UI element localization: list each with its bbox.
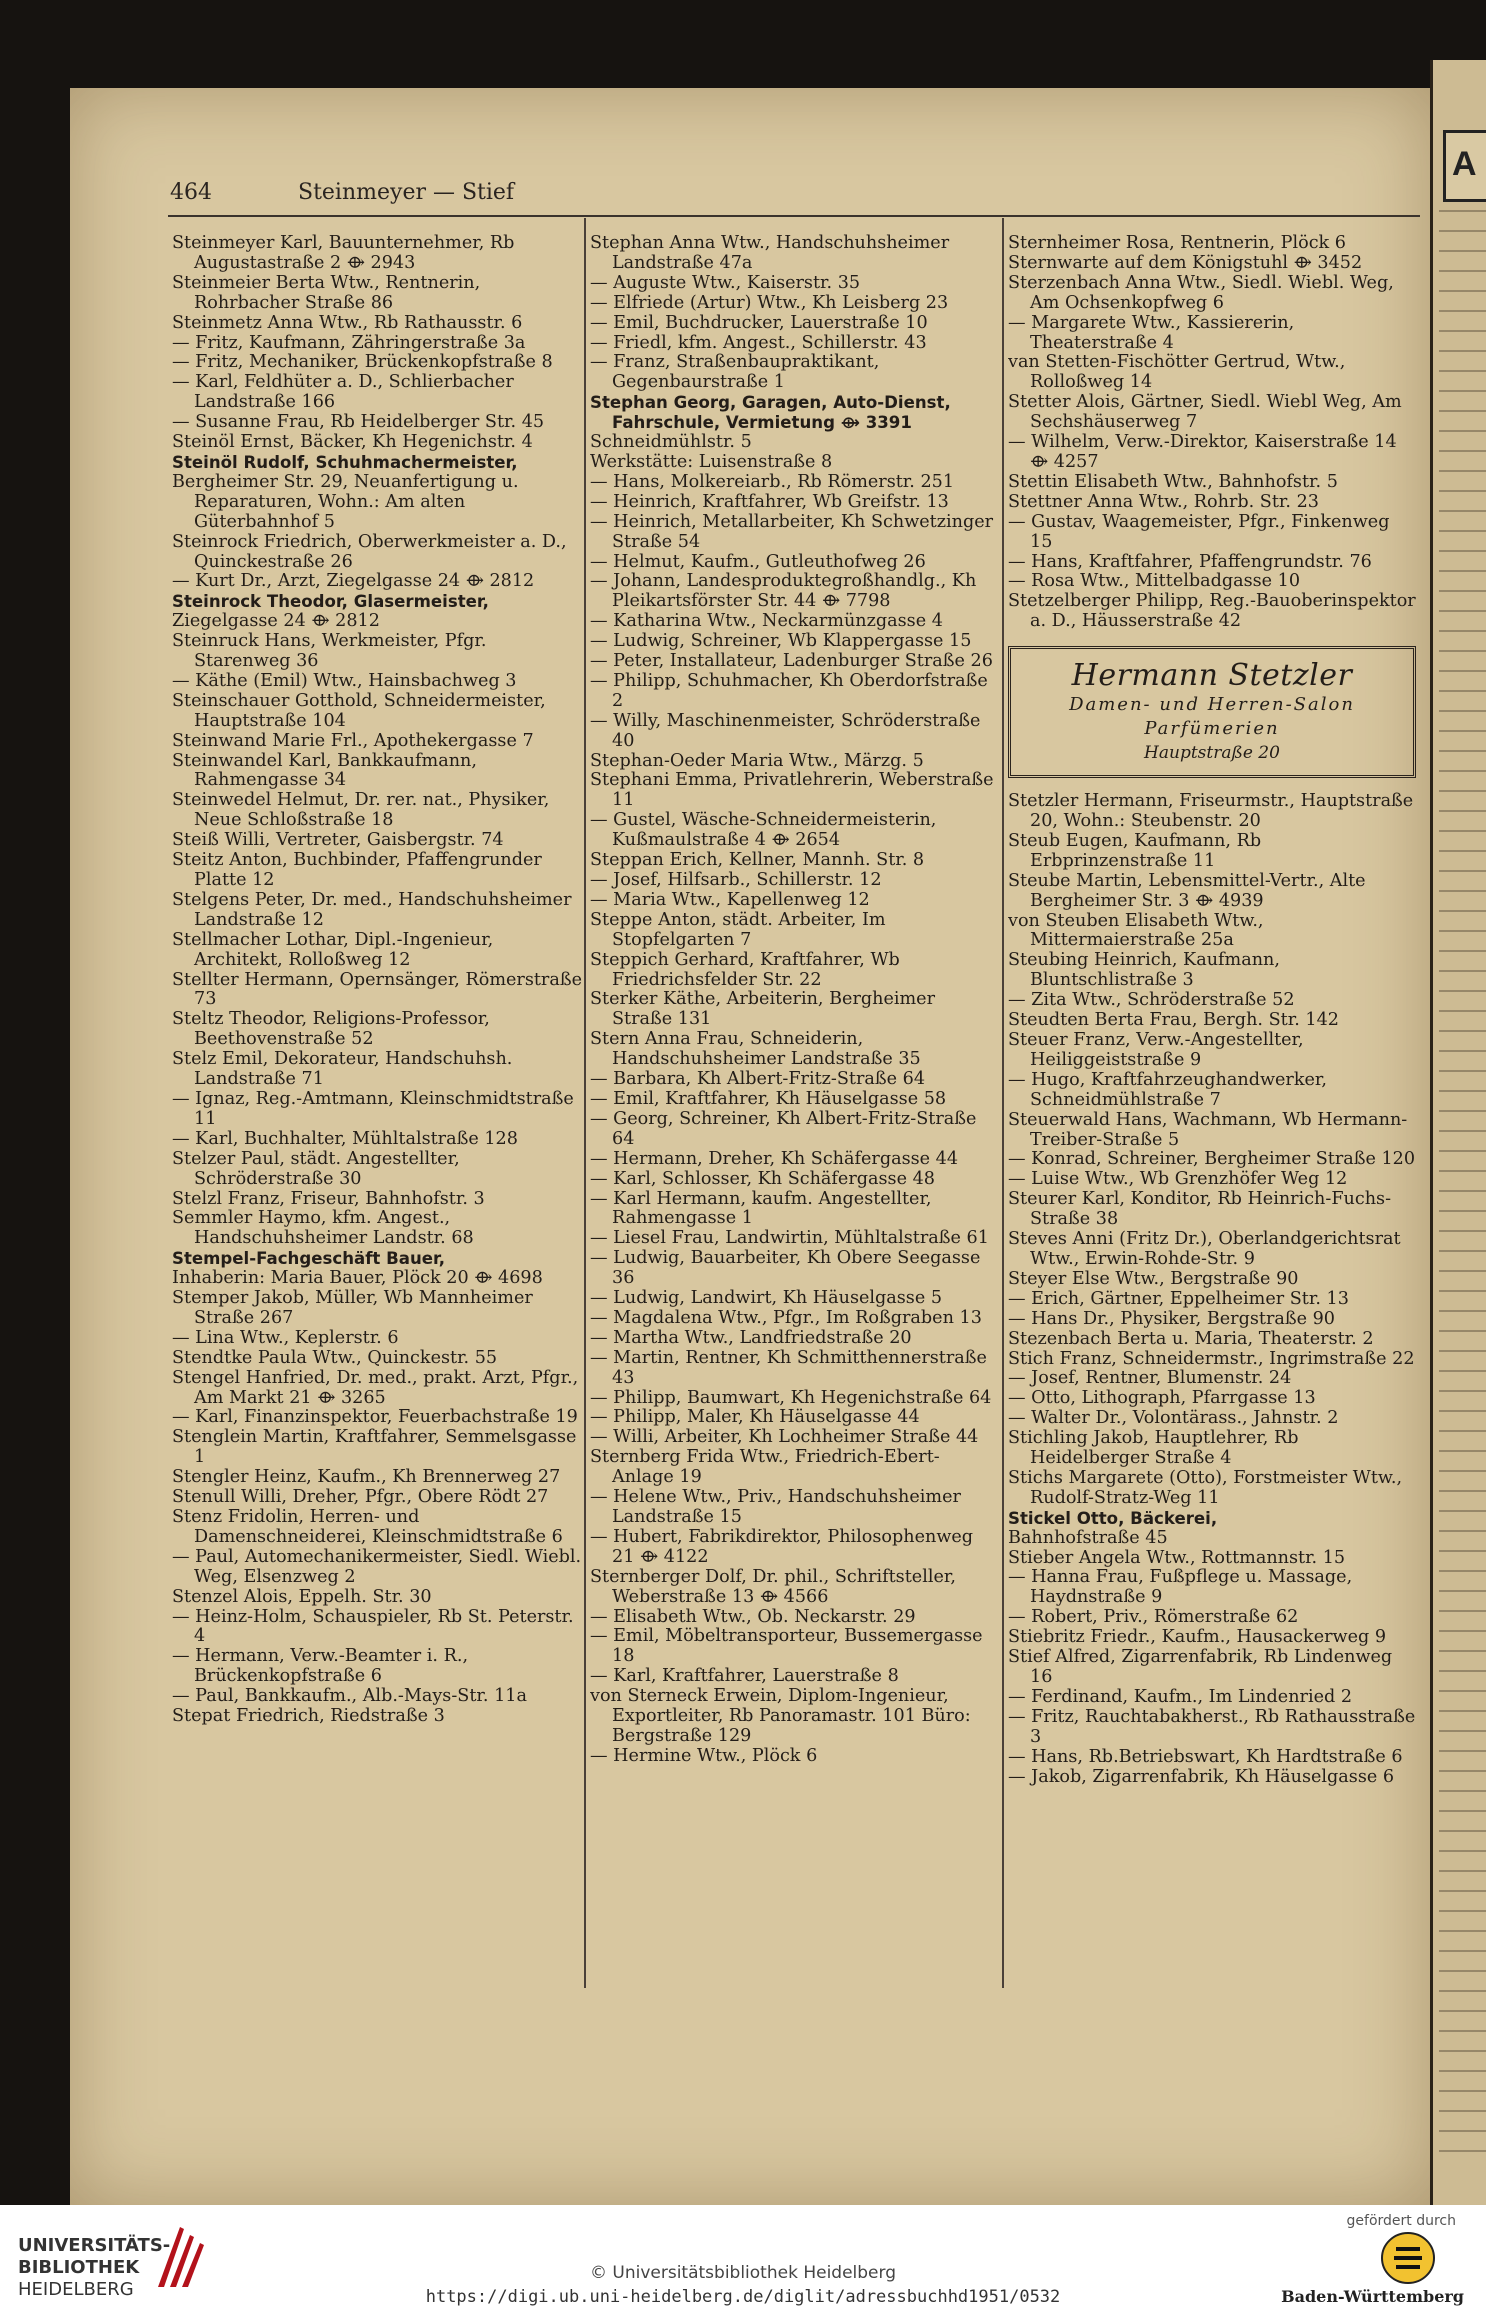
- directory-entry: Sternberg Frida Wtw., Friedrich-Ebert-Anlage 19: [590, 1447, 940, 1488]
- directory-entry: — Susanne Frau, Rb Heidelberger Str. 45: [172, 412, 545, 433]
- directory-entry: Stief Alfred, Zigarrenfabrik, Rb Lindenweg 16: [1008, 1647, 1393, 1687]
- directory-entry: — Philipp, Baumwart, Kh Hegenichstraße 64: [590, 1387, 992, 1408]
- directory-entry: Stickel Otto, Bäckerei,: [1008, 1508, 1218, 1528]
- directory-entry: Sternwarte auf dem Königstuhl ⟴ 3452: [1008, 252, 1363, 273]
- directory-entry: — Robert, Priv., Römerstraße 62: [1008, 1607, 1299, 1628]
- directory-entry: Steinmetz Anna Wtw., Rb Rathausstr. 6: [172, 312, 523, 333]
- directory-entry: Stephan Anna Wtw., Handschuhsheimer Landstraße 47a: [590, 234, 950, 273]
- directory-entry: Stephani Emma, Privatlehrerin, Weberstraße 11: [590, 770, 994, 811]
- directory-entry: Steyer Else Wtw., Bergstraße 90: [1008, 1268, 1299, 1289]
- directory-entry: von Sterneck Erwein, Diplom-Ingenieur, Exportleiter, Rb Panoramastr. 101 Büro: Bergstraße 129: [590, 1686, 971, 1746]
- directory-entry: — Josef, Hilfsarb., Schillerstr. 12: [590, 870, 882, 890]
- directory-entry: — Hermann, Dreher, Kh Schäfergasse 44: [590, 1148, 959, 1169]
- directory-entry: — Emil, Buchdrucker, Lauerstraße 10: [590, 312, 928, 333]
- directory-entry: — Karl, Kraftfahrer, Lauerstraße 8: [590, 1666, 899, 1687]
- directory-entry: — Zita Wtw., Schröderstraße 52: [1008, 990, 1295, 1011]
- directory-entry: — Liesel Frau, Landwirtin, Mühltalstraße 61: [590, 1228, 989, 1249]
- directory-entry: van Stetten-Fischötter Gertrud, Wtw., Rolloßweg 14: [1008, 352, 1346, 393]
- directory-entry: — Karl Hermann, kaufm. Angestellter, Rahmengasse 1: [590, 1188, 932, 1229]
- directory-entry: Steinrock Friedrich, Oberwerkmeister a. D., Quinckestraße 26: [172, 531, 567, 572]
- directory-entry: — Fritz, Rauchtabakherst., Rb Rathausstraße 3: [1008, 1706, 1416, 1747]
- library-name-2: BIBLIOTHEK: [18, 2257, 140, 2278]
- directory-entry: Stettner Anna Wtw., Rohrb. Str. 23: [1008, 491, 1319, 512]
- directory-entry: Stengler Heinz, Kaufm., Kh Brennerweg 27: [172, 1467, 561, 1488]
- page-header: [170, 180, 1410, 214]
- directory-entry: Stepat Friedrich, Riedstraße 3: [172, 1706, 445, 1727]
- directory-entry: Stenull Willi, Dreher, Pfgr., Obere Rödt 27: [172, 1487, 549, 1508]
- directory-entry: — Erich, Gärtner, Eppelheimer Str. 13: [1008, 1288, 1349, 1309]
- directory-entry: Steltz Theodor, Religions-Professor, Beethovenstraße 52: [172, 1009, 490, 1050]
- directory-entry: Werkstätte: Luisenstraße 8: [590, 451, 833, 472]
- directory-column-1: [172, 234, 582, 1994]
- page-number: 464: [170, 180, 212, 205]
- coat-of-arms-icon: [1380, 2231, 1436, 2285]
- directory-entry: Steiß Willi, Vertreter, Gaisbergstr. 74: [172, 830, 504, 851]
- ad-tagline-2: Parfümerien: [1144, 718, 1280, 740]
- directory-entry: — Willy, Maschinenmeister, Schröderstraße 40: [590, 710, 981, 751]
- directory-entry: — Fritz, Mechaniker, Brückenkopfstraße 8: [172, 352, 553, 373]
- directory-entry: — Wilhelm, Verw.-Direktor, Kaiserstraße 14 ⟴ 4257: [1008, 432, 1397, 472]
- directory-entry: — Ludwig, Schreiner, Wb Klappergasse 15: [590, 631, 972, 652]
- directory-entry: Stempel-Fachgeschäft Bauer,: [172, 1249, 446, 1269]
- directory-entry: — Karl, Buchhalter, Mühltalstraße 128: [172, 1128, 518, 1149]
- column-rule: [1002, 218, 1004, 1988]
- directory-entry: — Hermine Wtw., Plöck 6: [590, 1745, 818, 1766]
- copyright-notice: © Universitätsbibliothek Heidelberg: [589, 2263, 896, 2283]
- directory-entry: Stern Anna Frau, Schneiderin, Handschuhsheimer Landstraße 35: [590, 1029, 921, 1070]
- directory-entry: — Gustel, Wäsche-Schneidermeisterin, Kußmaulstraße 4 ⟴ 2654: [590, 810, 937, 851]
- directory-entry: Steurer Karl, Konditor, Rb Heinrich-Fuchs-Straße 38: [1008, 1189, 1392, 1230]
- directory-entry: Steinmeyer Karl, Bauunternehmer, Rb Augustastraße 2 ⟴ 2943: [172, 234, 515, 273]
- directory-entry: Stettin Elisabeth Wtw., Bahnhofstr. 5: [1008, 471, 1338, 492]
- directory-entry: — Katharina Wtw., Neckarmünzgasse 4: [590, 611, 943, 632]
- directory-entry: — Willi, Arbeiter, Kh Lochheimer Straße 44: [590, 1427, 979, 1448]
- directory-entry: Steinöl Ernst, Bäcker, Kh Hegenichstr. 4: [172, 432, 533, 453]
- directory-entry: — Ludwig, Bauarbeiter, Kh Obere Seegasse 36: [590, 1248, 981, 1289]
- directory-entry: Stetzler Hermann, Friseurmstr., Hauptstraße 20, Wohn.: Steubenstr. 20: [1008, 791, 1414, 832]
- directory-entry: — Barbara, Kh Albert-Fritz-Straße 64: [590, 1069, 926, 1090]
- directory-entry: Stelzer Paul, städt. Angestellter, Schröderstraße 30: [172, 1148, 460, 1189]
- directory-entry: — Walter Dr., Volontärass., Jahnstr. 2: [1008, 1408, 1339, 1429]
- directory-entry: Steinwandel Karl, Bankkaufmann, Rahmengasse 34: [172, 750, 477, 791]
- directory-entry: Steves Anni (Fritz Dr.), Oberlandgerichtsrat Wtw., Erwin-Rohde-Str. 9: [1008, 1229, 1401, 1269]
- directory-entry: — Georg, Schreiner, Kh Albert-Fritz-Straße 64: [590, 1108, 977, 1149]
- directory-entry: Stezenbach Berta u. Maria, Theaterstr. 2: [1008, 1328, 1374, 1349]
- directory-entry: Ziegelgasse 24 ⟴ 2812: [172, 611, 380, 632]
- directory-entry: — Maria Wtw., Kapellenweg 12: [590, 889, 870, 910]
- directory-entry: Steitz Anton, Buchbinder, Pfaffengrunder Platte 12: [172, 850, 542, 890]
- directory-entry: Stephan-Oeder Maria Wtw., Märzg. 5: [590, 750, 924, 771]
- directory-entry: Steppan Erich, Kellner, Mannh. Str. 8: [590, 850, 925, 871]
- directory-entry: — Kurt Dr., Arzt, Ziegelgasse 24 ⟴ 2812: [172, 571, 535, 592]
- directory-entry: — Hans, Rb.Betriebswart, Kh Hardtstraße 6: [1008, 1746, 1403, 1767]
- directory-entry: Stichs Margarete (Otto), Forstmeister Wtw., Rudolf-Stratz-Weg 11: [1008, 1467, 1403, 1508]
- sponsor-label: gefördert durch: [1346, 2213, 1456, 2229]
- directory-entry: Stiebritz Friedr., Kaufm., Hausackerweg 9: [1008, 1627, 1387, 1648]
- directory-entry: Sternheimer Rosa, Rentnerin, Plöck 6: [1008, 234, 1347, 253]
- directory-entry: Stichling Jakob, Hauptlehrer, Rb Heidelberger Straße 4: [1008, 1428, 1299, 1469]
- directory-entry: — Gustav, Waagemeister, Pfgr., Finkenweg 15: [1008, 511, 1390, 552]
- directory-entry: Steinwand Marie Frl., Apothekergasse 7: [172, 730, 534, 751]
- directory-entry: Bergheimer Str. 29, Neuanfertigung u. Reparaturen, Wohn.: Am alten Güterbahnhof 5: [172, 471, 519, 532]
- directory-entry: — Rosa Wtw., Mittelbadgasse 10: [1008, 571, 1301, 592]
- directory-entry: Stich Franz, Schneidermstr., Ingrimstraße 22: [1008, 1348, 1415, 1369]
- library-logo-icon: [150, 2217, 210, 2297]
- directory-entry: Stelgens Peter, Dr. med., Handschuhsheimer Landstraße 12: [172, 889, 572, 930]
- directory-entry: Stetzelberger Philipp, Reg.-Bauoberinspektor a. D., Häusserstraße 42: [1008, 591, 1416, 632]
- directory-entry: — Margarete Wtw., Kassiererin, Theaterstraße 4: [1008, 312, 1295, 353]
- next-page-text: [1439, 210, 1486, 2170]
- sponsor-name: Baden-Württemberg: [1281, 2287, 1464, 2306]
- ad-business-name: Hermann Stetzler: [1071, 658, 1353, 694]
- directory-entry: — Auguste Wtw., Kaiserstr. 35: [590, 272, 861, 293]
- directory-entry: — Philipp, Maler, Kh Häuselgasse 44: [590, 1407, 920, 1428]
- directory-entry: — Heinrich, Kraftfahrer, Wb Greifstr. 13: [590, 491, 949, 512]
- directory-entry: Steppich Gerhard, Kraftfahrer, Wb Friedrichsfelder Str. 22: [590, 949, 900, 990]
- directory-entry: Bahnhofstraße 45: [1008, 1527, 1168, 1548]
- directory-entry: — Luise Wtw., Wb Grenzhöfer Weg 12: [1008, 1169, 1348, 1190]
- directory-entry: — Hermann, Verw.-Beamter i. R., Brückenkopfstraße 6: [172, 1646, 469, 1687]
- directory-entry: — Käthe (Emil) Wtw., Hainsbachweg 3: [172, 670, 517, 691]
- directory-entry: — Helene Wtw., Priv., Handschuhsheimer Landstraße 15: [590, 1487, 961, 1527]
- directory-entry: — Heinrich, Metallarbeiter, Kh Schwetzinger Straße 54: [590, 511, 994, 552]
- directory-entry: Sternberger Dolf, Dr. phil., Schriftsteller, Weberstraße 13 ⟴ 4566: [590, 1566, 956, 1607]
- directory-entry: Stieber Angela Wtw., Rottmannstr. 15: [1008, 1547, 1346, 1568]
- directory-entry: von Steuben Elisabeth Wtw., Mittermaierstraße 25a: [1008, 910, 1264, 951]
- directory-entry: Stemper Jakob, Müller, Wb Mannheimer Straße 267: [172, 1288, 533, 1328]
- next-page-edge: [1430, 60, 1486, 2205]
- directory-entry: Sterzenbach Anna Wtw., Siedl. Wiebl. Weg, Am Ochsenkopfweg 6: [1008, 272, 1394, 313]
- directory-entry: Steinmeier Berta Wtw., Rentnerin, Rohrbacher Straße 86: [172, 272, 481, 313]
- directory-entry: — Josef, Rentner, Blumenstr. 24: [1008, 1368, 1292, 1389]
- directory-entry: Schneidmühlstr. 5: [590, 432, 752, 453]
- directory-column-2: [590, 234, 1000, 1994]
- directory-entry: — Otto, Lithograph, Pfarrgasse 13: [1008, 1388, 1316, 1409]
- directory-entry: — Paul, Bankkaufm., Alb.-Mays-Str. 11a: [172, 1686, 527, 1707]
- directory-entry: Stetter Alois, Gärtner, Siedl. Wiebl Weg, Am Sechshäuserweg 7: [1008, 392, 1402, 433]
- directory-entry: — Martha Wtw., Landfriedstraße 20: [590, 1327, 912, 1348]
- directory-entry: — Hans, Molkereiarb., Rb Römerstr. 251: [590, 471, 955, 492]
- directory-entry: — Hanna Frau, Fußpflege u. Massage, Haydnstraße 9: [1008, 1567, 1353, 1608]
- directory-entry: Stendtke Paula Wtw., Quinckestr. 55: [172, 1347, 498, 1368]
- directory-entry: Stenz Fridolin, Herren- und Damenschneiderei, Kleinschmidtstraße 6: [172, 1507, 563, 1547]
- directory-entry: Steinschauer Gotthold, Schneidermeister, Hauptstraße 104: [172, 690, 546, 731]
- permalink[interactable]: https://digi.ub.uni-heidelberg.de/diglit/adressbuchhd1951/0532: [425, 2287, 1061, 2307]
- directory-entry: Stenglein Martin, Kraftfahrer, Semmelsgasse 1: [172, 1427, 577, 1468]
- directory-entry: — Helmut, Kaufm., Gutleuthofweg 26: [590, 551, 926, 572]
- directory-entry: Stephan Georg, Garagen, Auto-Dienst, Fahrschule, Vermietung ⟴ 3391: [590, 393, 951, 433]
- directory-entry: Steuer Franz, Verw.-Angestellter, Heiliggeiststraße 9: [1008, 1030, 1304, 1070]
- directory-entry: — Karl, Schlosser, Kh Schäfergasse 48: [590, 1168, 935, 1189]
- directory-entry: — Peter, Installateur, Ladenburger Straße 26: [590, 651, 993, 672]
- directory-entry: Stelz Emil, Dekorateur, Handschuhsh. Landstraße 71: [172, 1049, 513, 1090]
- directory-entry: — Heinz-Holm, Schauspieler, Rb St. Peterstr. 4: [172, 1606, 574, 1647]
- library-name-3: HEIDELBERG: [18, 2279, 134, 2300]
- directory-entry: Steubing Heinrich, Kaufmann, Bluntschlistraße 3: [1008, 950, 1280, 991]
- directory-entry: Steppe Anton, städt. Arbeiter, Im Stopfelgarten 7: [590, 909, 886, 950]
- column-rule: [584, 218, 586, 1988]
- directory-entry: Steinrock Theodor, Glasermeister,: [172, 592, 489, 612]
- directory-entry: Steinwedel Helmut, Dr. rer. nat., Physiker, Neue Schloßstraße 18: [172, 790, 550, 831]
- directory-entry: — Ludwig, Landwirt, Kh Häuselgasse 5: [590, 1288, 943, 1309]
- directory-entry: — Emil, Möbeltransporteur, Bussemergasse 18: [590, 1626, 983, 1667]
- directory-entry: — Paul, Automechanikermeister, Siedl. Wiebl. Weg, Elsenzweg 2: [172, 1546, 582, 1587]
- directory-entry: — Konrad, Schreiner, Bergheimer Straße 120: [1008, 1149, 1416, 1170]
- directory-entry: Inhaberin: Maria Bauer, Plöck 20 ⟴ 4698: [172, 1268, 543, 1289]
- directory-entry: Semmler Haymo, kfm. Angest., Handschuhsheimer Landstr. 68: [172, 1208, 474, 1249]
- directory-entry: — Hans, Kraftfahrer, Pfaffengrundstr. 76: [1008, 551, 1372, 572]
- directory-entry: — Lina Wtw., Keplerstr. 6: [172, 1327, 399, 1348]
- directory-entry: Steub Eugen, Kaufmann, Rb Erbprinzenstraße 11: [1008, 830, 1262, 871]
- footer-bar: [0, 2205, 1486, 2310]
- next-page-tab: A: [1443, 130, 1486, 202]
- library-name-1: UNIVERSITÄTS-: [18, 2235, 171, 2256]
- directory-entry: Steinruck Hans, Werkmeister, Pfgr. Starenweg 36: [172, 631, 487, 672]
- directory-entry: — Elisabeth Wtw., Ob. Neckarstr. 29: [590, 1606, 916, 1627]
- directory-entry: — Ferdinand, Kaufm., Im Lindenried 2: [1008, 1686, 1353, 1707]
- directory-entry: — Friedl, kfm. Angest., Schillerstr. 43: [590, 332, 927, 353]
- directory-entry: — Hans Dr., Physiker, Bergstraße 90: [1008, 1308, 1335, 1329]
- directory-entry: Steinöl Rudolf, Schuhmachermeister,: [172, 452, 518, 472]
- directory-entry: — Karl, Finanzinspektor, Feuerbachstraße 19: [172, 1407, 578, 1428]
- directory-entry: Stelzl Franz, Friseur, Bahnhofstr. 3: [172, 1188, 485, 1209]
- running-title: Steinmeyer — Stief: [298, 180, 515, 205]
- header-rule: [168, 215, 1420, 217]
- directory-column-3: [1008, 234, 1416, 1994]
- directory-entry: — Hubert, Fabrikdirektor, Philosophenweg 21 ⟴ 4122: [590, 1526, 974, 1567]
- ad-address: Hauptstraße 20: [1144, 743, 1280, 764]
- directory-entry: Stellmacher Lothar, Dipl.-Ingenieur, Architekt, Rolloßweg 12: [172, 929, 494, 970]
- directory-entry: — Emil, Kraftfahrer, Kh Häuselgasse 58: [590, 1088, 947, 1109]
- directory-entry: Steube Martin, Lebensmittel-Vertr., Alte Bergheimer Str. 3 ⟴ 4939: [1008, 870, 1366, 911]
- advertisement-box: [1008, 646, 1416, 778]
- directory-entry: Steudten Berta Frau, Bergh. Str. 142: [1008, 1010, 1339, 1031]
- directory-entry: Stengel Hanfried, Dr. med., prakt. Arzt, Pfgr., Am Markt 21 ⟴ 3265: [172, 1367, 579, 1408]
- ad-tagline: Damen- und Herren-Salon: [1069, 694, 1355, 716]
- directory-entry: — Johann, Landesproduktegroßhandlg., Kh Pleikartsförster Str. 44 ⟴ 7798: [590, 571, 977, 612]
- directory-entry: — Franz, Straßenbaupraktikant, Gegenbaurstraße 1: [590, 352, 880, 393]
- directory-entry: — Karl, Feldhüter a. D., Schlierbacher Landstraße 166: [172, 372, 514, 413]
- directory-entry: — Elfriede (Artur) Wtw., Kh Leisberg 23: [590, 292, 949, 313]
- directory-entry: — Jakob, Zigarrenfabrik, Kh Häuselgasse 6: [1008, 1766, 1395, 1787]
- directory-entry: — Fritz, Kaufmann, Zähringerstraße 3a: [172, 332, 526, 353]
- directory-entry: Sterker Käthe, Arbeiterin, Bergheimer Straße 131: [590, 989, 935, 1030]
- directory-entry: — Martin, Rentner, Kh Schmitthennerstraße 43: [590, 1347, 987, 1388]
- directory-entry: — Ignaz, Reg.-Amtmann, Kleinschmidtstraße 11: [172, 1088, 574, 1129]
- directory-entry: — Magdalena Wtw., Pfgr., Im Roßgraben 13: [590, 1307, 982, 1328]
- directory-entry: Stellter Hermann, Opernsänger, Römerstraße 73: [172, 969, 582, 1010]
- directory-entry: Steuerwald Hans, Wachmann, Wb Hermann-Treiber-Straße 5: [1008, 1109, 1408, 1150]
- directory-entry: — Hugo, Kraftfahrzeughandwerker, Schneidmühlstraße 7: [1008, 1069, 1327, 1110]
- directory-entry: — Philipp, Schuhmacher, Kh Oberdorfstraße 2: [590, 670, 988, 711]
- directory-entry: Stenzel Alois, Eppelh. Str. 30: [172, 1586, 432, 1607]
